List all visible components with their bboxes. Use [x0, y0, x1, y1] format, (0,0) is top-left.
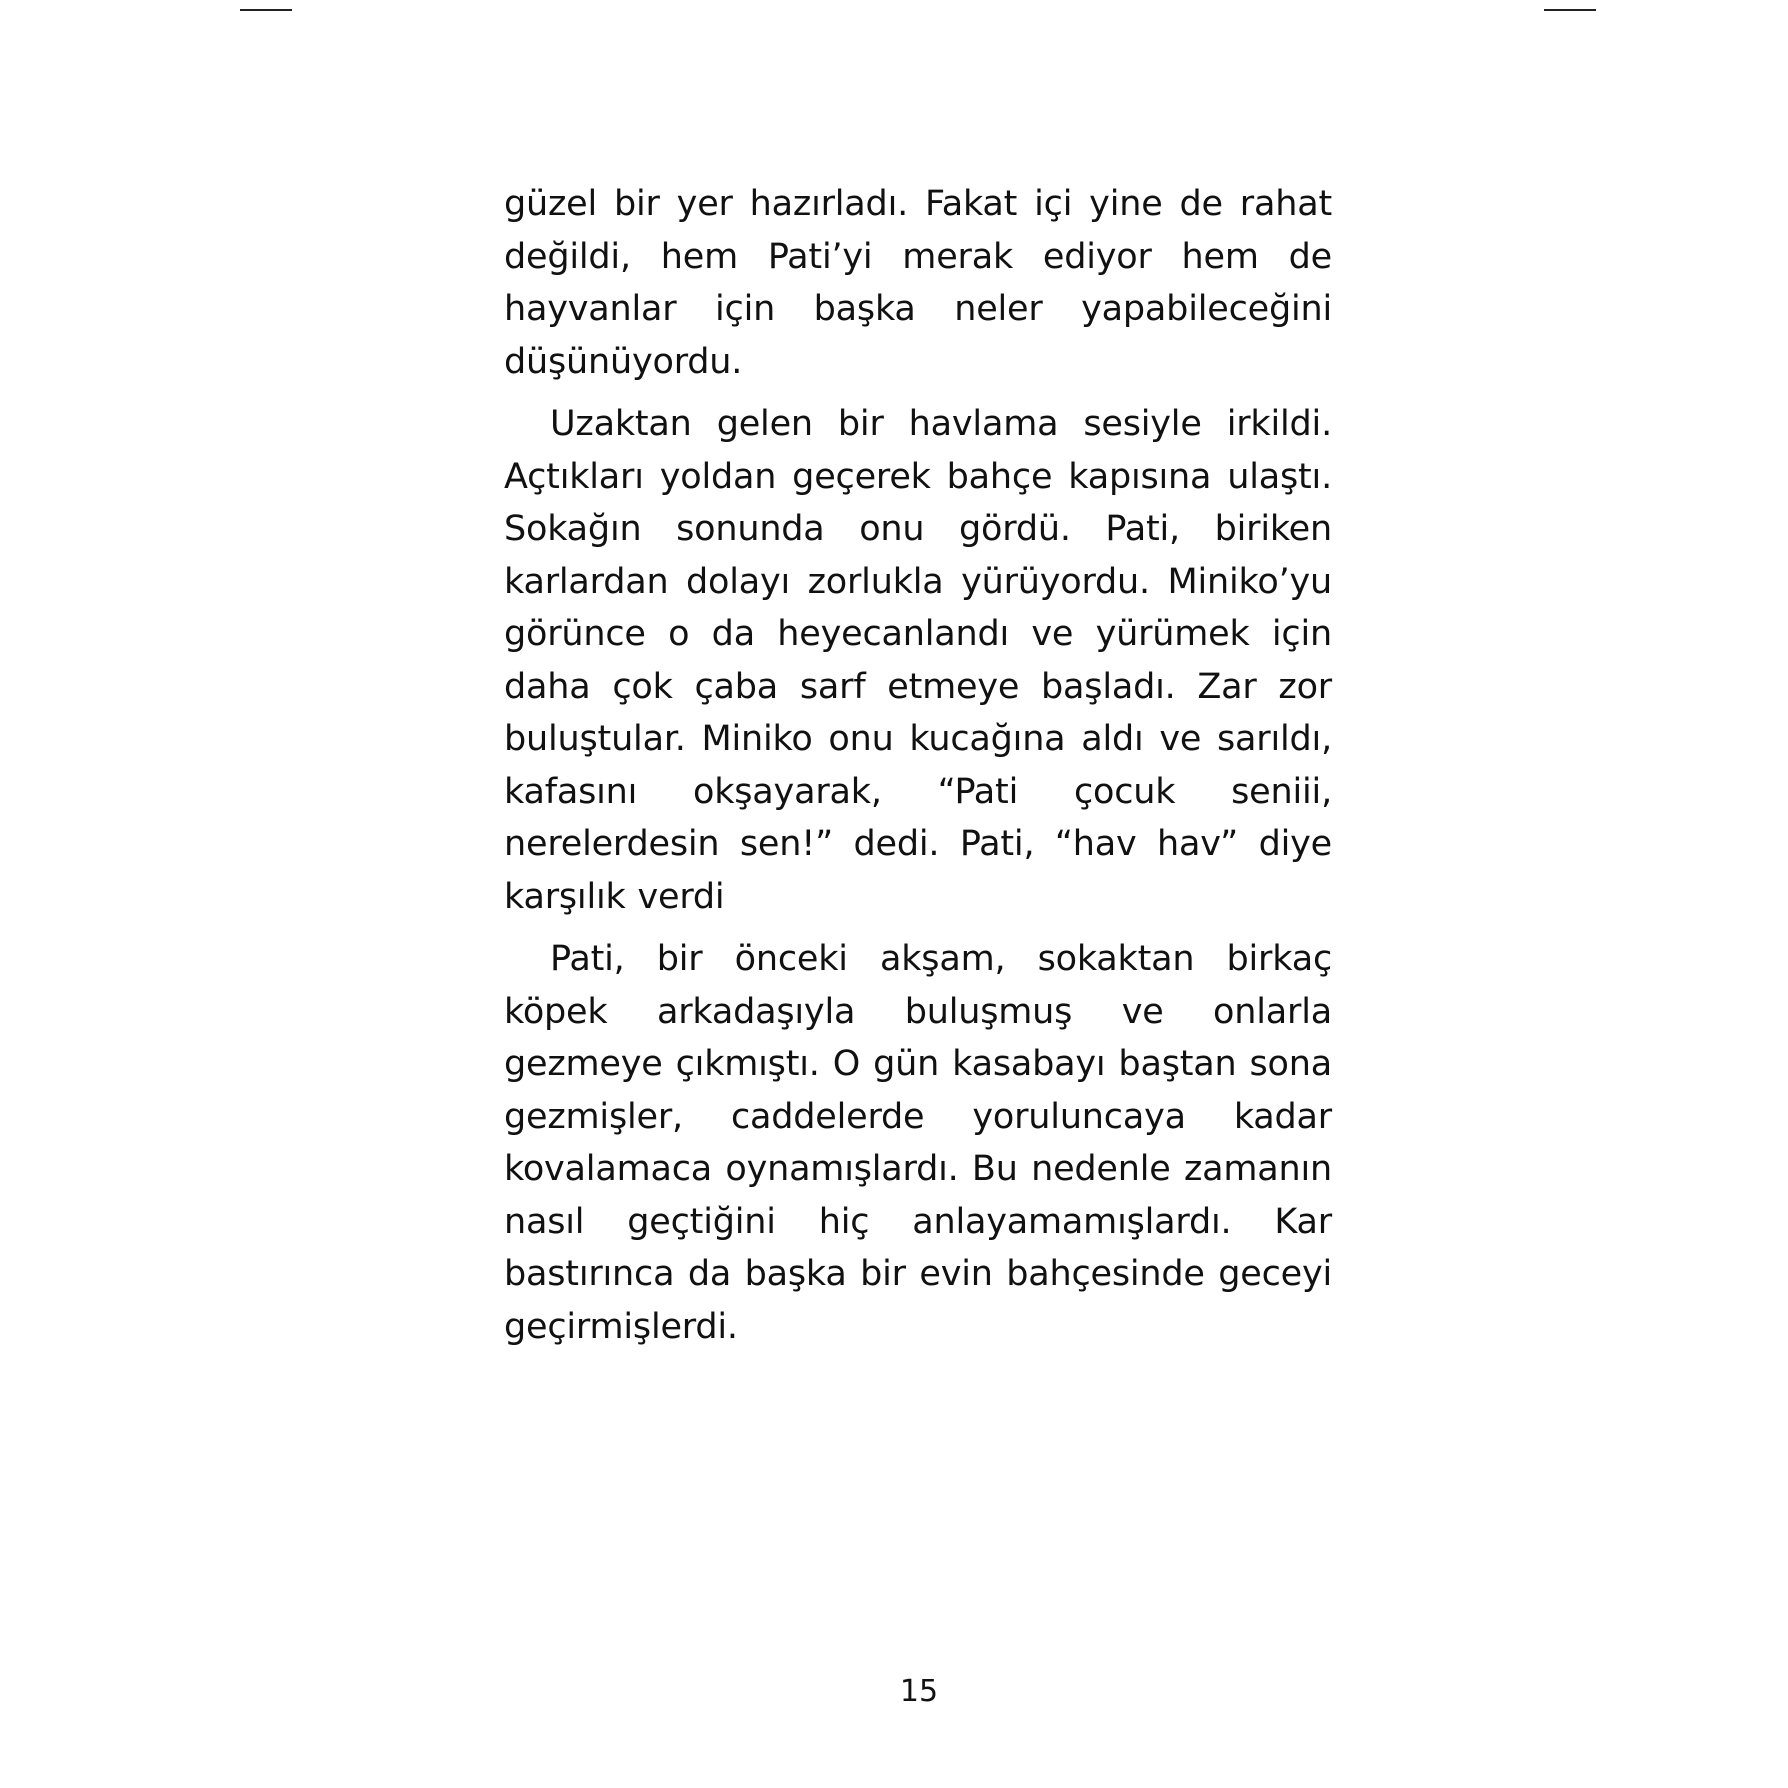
body-text	[504, 178, 1332, 1363]
page-number: 15	[899, 1674, 939, 1709]
paragraph-3: Pati, bir önceki akşam, sokaktan birkaç köpek arkadaşıyla buluşmuş ve onlarla gezmeye çıkmıştı. O gün kasabayı baştan sona gezmişler, caddelerde yoruluncaya kadar kovalamaca oynamışlardı. Bu nedenle zamanın nasıl geçtiğini hiç anlayamamışlardı. Kar bastırınca da başka bir evin bahçesinde geceyi geçirmişlerdi.	[504, 939, 1332, 1347]
paragraph-1: güzel bir yer hazırladı. Fakat içi yine de rahat değildi, hem Pati’yi merak ediyor hem de hayvanlar için başka neler yapabileceğini düşünüyordu.	[504, 184, 1332, 382]
crop-mark-left	[240, 9, 292, 11]
crop-mark-right	[1544, 9, 1596, 11]
paragraph-2: Uzaktan gelen bir havlama sesiyle irkildi. Açtıkları yoldan geçerek bahçe kapısına ulaştı. Sokağın sonunda onu gördü. Pati, biriken karlardan dolayı zorlukla yürüyordu. Miniko’yu görünce o da heyecanlandı ve yürümek için daha çok çaba sarf etmeye başladı. Zar zor buluştular. Miniko onu kucağına aldı ve sarıldı, kafasını okşayarak, “Pati çocuk seniii, nerelerdesin sen!” dedi. Pati, “hav hav” diye karşılık verdi	[504, 404, 1332, 917]
